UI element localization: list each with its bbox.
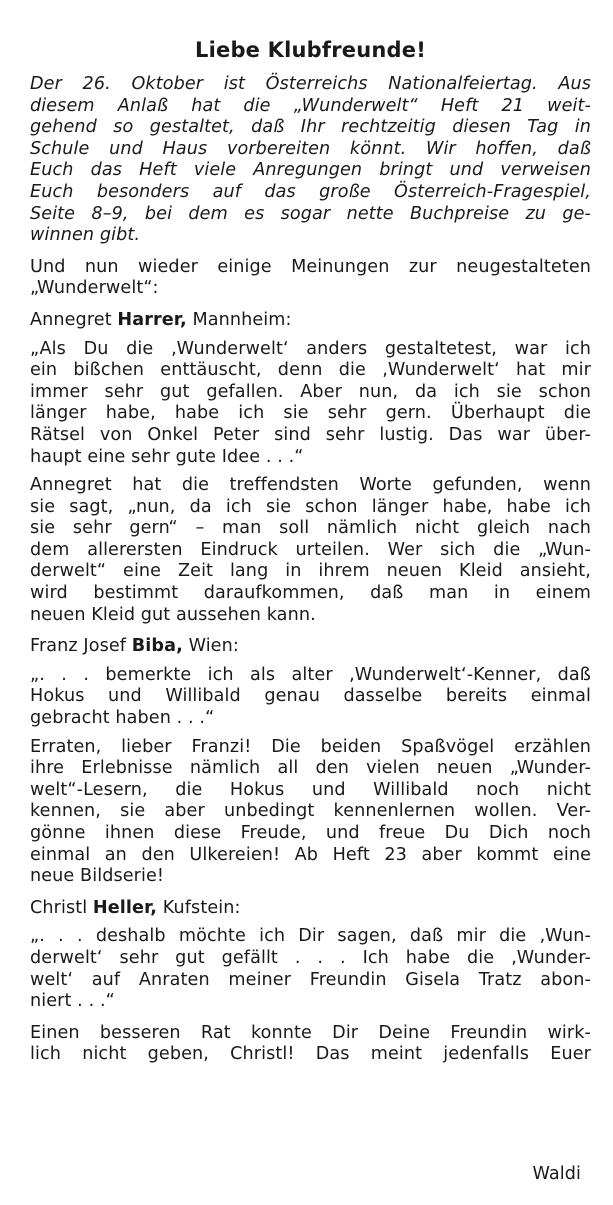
lead-line: Und nun wieder einige Meinungen zur neugestalteten: [30, 256, 591, 277]
reply-line: einmal an den Ulkereien! Ab Heft 23 aber kommt eine: [30, 844, 591, 865]
reply-line: welt“-Lesern, die Hokus und Willibald noch nicht: [30, 779, 591, 800]
letter-reply: [30, 475, 591, 626]
intro-line: Euch das Heft viele Anregungen bringt und verweisen: [30, 160, 591, 181]
letter-reply: [30, 1023, 591, 1066]
letter-author: [30, 898, 591, 920]
reply-line: Erraten, lieber Franzi! Die beiden Spaßvögel erzählen: [30, 736, 591, 757]
lead-line: „Wunderwelt“:: [30, 278, 159, 299]
quote-line: ein bißchen enttäuscht, denn die ‚Wunderwelt‘ hat mir: [30, 360, 591, 381]
intro-line: winnen gibt.: [30, 225, 141, 246]
letter-reply: [30, 737, 591, 888]
reply-line: neuen Kleid gut aussehen kann.: [30, 604, 316, 625]
intro-line: Der 26. Oktober ist Österreichs Nationalfeiertag. Aus: [30, 74, 591, 94]
intro-line: Schule und Haus vorbereiten könnt. Wir hoffen, daß: [30, 138, 591, 159]
reply-line: lich nicht geben, Christl! Das meint jedenfalls Euer: [30, 1044, 591, 1065]
intro-line: Euch besonders auf das große Österreich-Fragespiel,: [30, 181, 591, 202]
reply-line: Annegret hat die treffendsten Worte gefunden, wenn: [30, 475, 591, 496]
intro-line: gehend so gestaltet, daß Ihr rechtzeitig diesen Tag in: [30, 117, 591, 138]
quote-line: gebracht haben . . .“: [30, 708, 215, 729]
page-title: Liebe Klubfreunde!: [195, 38, 426, 62]
lead-paragraph: [30, 257, 591, 300]
quote-line: Hokus und Willibald genau dasselbe bereits einmal: [30, 686, 591, 707]
quote-line: immer sehr gut gefallen. Aber nun, da ich sie schon: [30, 381, 591, 402]
reply-line: dem allerersten Eindruck urteilen. Wer sich die „Wun-: [30, 539, 591, 560]
quote-line: „. . . bemerkte ich als alter ‚Wunderwelt‘-Kenner, daß: [30, 664, 591, 685]
author-last-name: Biba,: [131, 636, 183, 657]
author-first-name: Franz Josef: [30, 636, 127, 657]
reply-line: Einen besseren Rat konnte Dir Deine Freundin wirk-: [30, 1022, 591, 1043]
reply-line: derwelt“ eine Zeit lang in ihrem neuen Kleid ansieht,: [30, 561, 591, 582]
letter-author: [30, 310, 591, 332]
author-first-name: Christl: [30, 897, 88, 918]
letter-author: [30, 636, 591, 658]
reply-line: wird bestimmt daraufkommen, daß man in einem: [30, 583, 591, 604]
author-city: Wien:: [188, 636, 239, 657]
author-city: Kufstein:: [162, 897, 241, 918]
reply-line: kennen, sie aber unbedingt kennenlernen wollen. Ver-: [30, 801, 591, 822]
reply-line: sie sagt, „nun, da ich sie schon länger habe, habe ich: [30, 496, 591, 517]
reply-line: ihre Erlebnisse nämlich all den vielen neuen „Wunder-: [30, 758, 591, 779]
letter-quote: [30, 926, 591, 1012]
quote-line: „. . . deshalb möchte ich Dir sagen, daß mir die ‚Wun-: [30, 926, 591, 947]
intro-line: diesem Anlaß hat die „Wunderwelt“ Heft 21 weit-: [30, 95, 591, 116]
author-first-name: Annegret: [30, 309, 112, 330]
quote-line: Rätsel von Onkel Peter sind sehr lustig. Das war über-: [30, 424, 591, 445]
quote-line: länger habe, habe ich sie sehr gern. Überhaupt die: [30, 403, 591, 424]
intro-paragraph: [30, 74, 591, 247]
quote-line: welt‘ auf Anraten meiner Freundin Gisela Tratz abon-: [30, 969, 591, 990]
quote-line: derwelt‘ sehr gut gefällt . . . Ich habe die ‚Wunder-: [30, 947, 591, 968]
quote-line: niert . . .“: [30, 991, 115, 1012]
quote-line: „Als Du die ‚Wunderwelt‘ anders gestaltetest, war ich: [30, 338, 591, 359]
signature: Waldi: [532, 1164, 581, 1184]
reply-line: gönne ihnen diese Freude, und freue Du Dich noch: [30, 823, 591, 843]
reply-line: neue Bildserie!: [30, 866, 165, 887]
author-last-name: Heller,: [92, 897, 158, 918]
reply-line: sie sehr gern“ – man soll nämlich nicht gleich nach: [30, 518, 591, 539]
author-city: Mannheim:: [192, 309, 292, 330]
letter-quote: [30, 665, 591, 730]
quote-line: haupt eine sehr gute Idee . . .“: [30, 446, 304, 467]
intro-line: Seite 8–9, bei dem es sogar nette Buchpreise zu ge-: [30, 203, 591, 224]
author-last-name: Harrer,: [117, 309, 187, 330]
letter-quote: [30, 339, 591, 469]
